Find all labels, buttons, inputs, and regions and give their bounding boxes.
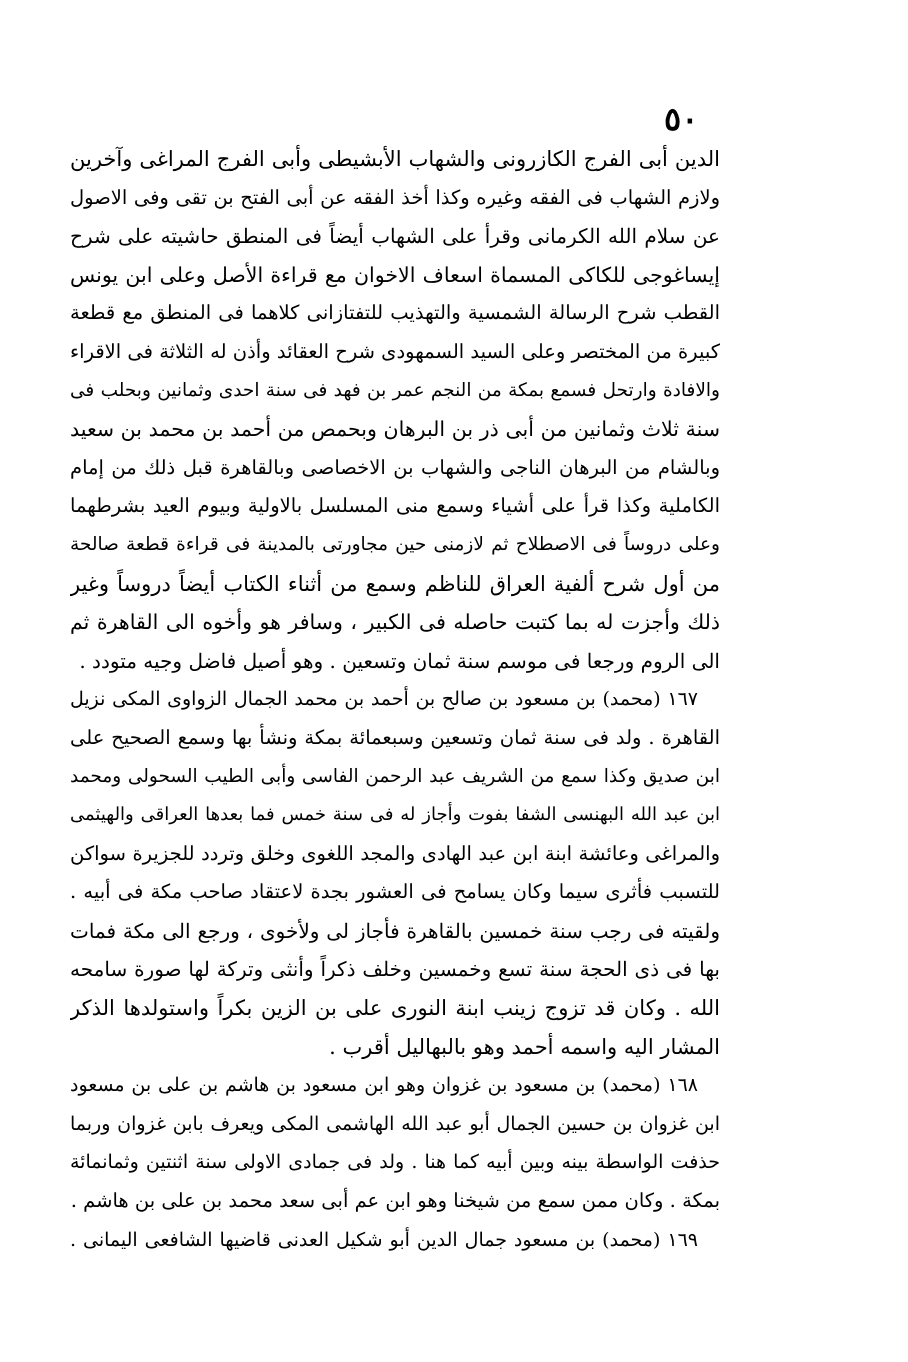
entry-start-line: ١٦٧ (محمد) بن مسعود بن صالح بن أحمد بن محمد الجمال الزواوى المكى نزيل — [70, 688, 698, 711]
text-line: ابن غزوان بن حسين الجمال أبو عبد الله الهاشمى المكى ويعرف بابن غزوان وربما — [70, 1112, 720, 1135]
text-line: القاهرة . ولد فى سنة ثمان وتسعين وسبعمائة بمكة ونشأ بها وسمع الصحيح على — [70, 725, 720, 749]
page-number: ٥٠ — [664, 100, 699, 138]
text-line: الكاملية وكذا قرأ على أشياء وسمع منى المسلسل بالاولية وبيوم العيد بشرطهما — [70, 494, 720, 518]
text-line: الى الروم ورجعا فى موسم سنة ثمان وتسعين . وهو أصيل فاضل وجيه متودد . — [79, 648, 720, 673]
text-line: ولقيته فى رجب سنة خمسين بالقاهرة فأجاز لى ولأخوى ، ورجع الى مكة فمات — [70, 918, 720, 943]
text-line: وبالشام من البرهان الناجى والشهاب بن الاخصاصى وبالقاهرة قبل ذلك من إمام — [70, 455, 720, 479]
text-line: من أول شرح ألفية العراق للناظم وسمع من أثناء الكتاب أيضاً دروساً وغير — [70, 571, 720, 596]
text-line: وعلى دروساً فى الاصطلاح ثم لازمنى حين مجاورتى بالمدينة فى قراءة قطعة صالحة — [70, 533, 720, 555]
body-text — [70, 140, 720, 1259]
text-line: إيساغوجى للكاكى المسماة اسعاف الاخوان مع قراءة الأصل وعلى ابن يونس — [70, 262, 720, 287]
text-line: ابن عبد الله البهنسى الشفا بفوت وأجاز له فى سنة خمس فما بعدها العراقى والهيثمى — [70, 804, 720, 826]
entry-start-line: ١٦٩ (محمد) بن مسعود جمال الدين أبو شكيل العدنى قاضيها الشافعى اليمانى . — [70, 1228, 698, 1251]
text-line: ولازم الشهاب فى الفقه وغيره وكذا أخذ الفقه عن أبى الفتح بن تقى وفى الاصول — [70, 185, 720, 209]
text-line: والافادة وارتحل فسمع بمكة من النجم عمر بن فهد فى سنة احدى وثمانين وبحلب فى — [70, 379, 720, 401]
text-line: ابن صديق وكذا سمع من الشريف عبد الرحمن الفاسى وأبى الطيب السحولى ومحمد — [70, 765, 720, 787]
text-line: للتسبب فأثرى سيما وكان يسامح فى العشور بجدة لاعتقاد صاحب مكة فى أبيه . — [70, 880, 720, 904]
text-line: كبيرة من المختصر وعلى السيد السمهودى شرح العقائد وأذن له الثلاثة فى الاقراء — [70, 339, 720, 363]
text-line: والمراغى وعائشة ابنة ابن عبد الهادى والمجد اللغوى وخلق وتردد للجزيرة سواكن — [70, 841, 720, 865]
text-line: حذفت الواسطة بينه وبين أبيه كما هنا . ولد فى جمادى الاولى سنة اثنتين وثمانمائة — [70, 1151, 720, 1174]
text-line: القطب شرح الرسالة الشمسية والتهذيب للتفتازانى كلاهما فى المنطق مع قطعة — [70, 301, 720, 325]
text-line: سنة ثلاث وثمانين من أبى ذر بن البرهان وبحمص من أحمد بن محمد بن سعيد — [70, 417, 720, 442]
text-line: الله . وكان قد تزوج زينب ابنة النورى على بن الزين بكراً واستولدها الذكر — [70, 996, 720, 1021]
text-line: ذلك وأجزت له بما كتبت حاصله فى الكبير ، وسافر هو وأخوه الى القاهرة ثم — [70, 610, 720, 635]
text-line: الدين أبى الفرج الكازرونى والشهاب الأبشيطى وأبى الفرج المراغى وآخرين — [70, 147, 720, 171]
text-line: بها فى ذى الحجة سنة تسع وخمسين وخلف ذكراً وأنثى وتركة لها صورة سامحه — [70, 957, 720, 982]
text-line: بمكة . وكان ممن سمع من شيخنا وهو ابن عم أبى سعد محمد بن على بن هاشم . — [70, 1189, 720, 1213]
entry-start-line: ١٦٨ (محمد) بن مسعود بن غزوان وهو ابن مسعود بن هاشم بن على بن مسعود — [70, 1074, 698, 1097]
text-line: المشار اليه واسمه أحمد وهو بالبهاليل أقرب . — [329, 1034, 720, 1059]
text-line: عن سلام الله الكرمانى وقرأ على الشهاب أيضاً فى المنطق حاشيته على شرح — [70, 224, 720, 249]
